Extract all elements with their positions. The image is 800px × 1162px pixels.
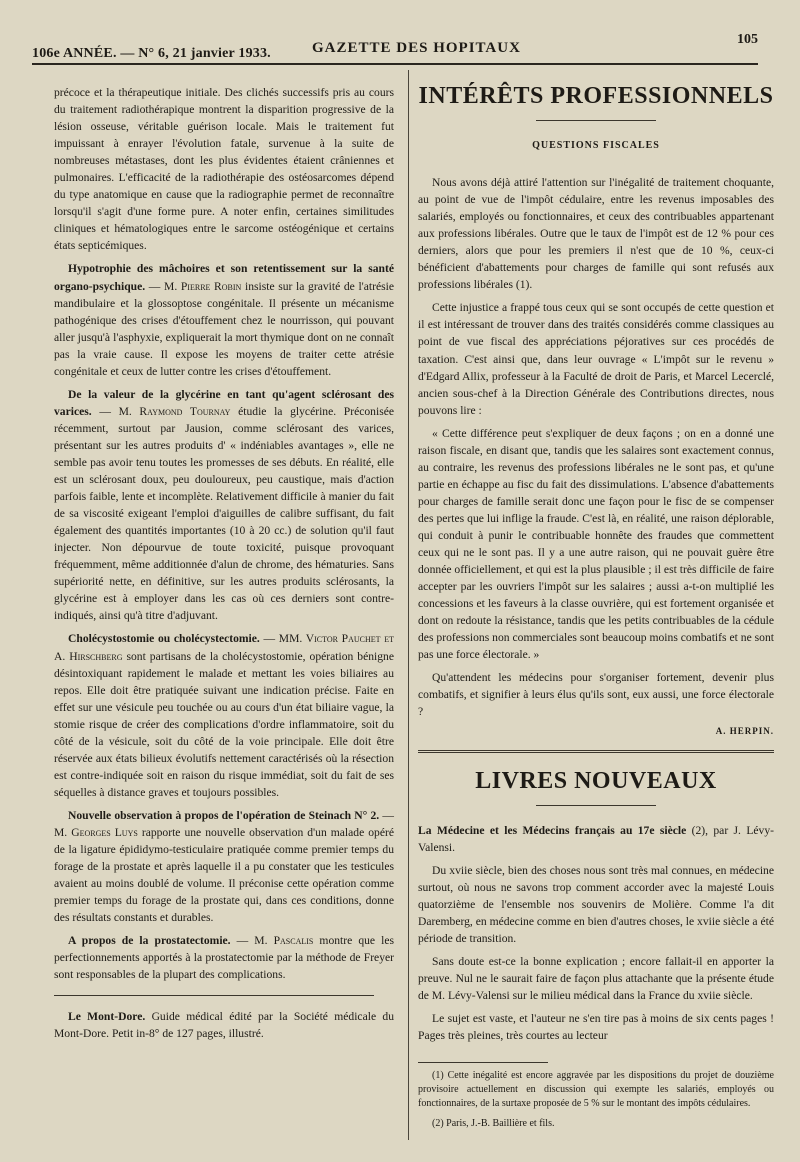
section-rule bbox=[54, 995, 374, 996]
paragraph: Du xviie siècle, bien des choses nous sont très mal connues, en médecine surtout, où nous ne savons trop comment accorder avec la majesté Louis quatorzième de l'ensemble nos souvenirs de Molière. Comme l'a dit Daremberg, en médecine comme en bien d'autres choses, le xviie siècle a été période de transition. bbox=[418, 863, 774, 945]
article-steinach bbox=[54, 807, 394, 926]
book-title: La Médecine et les Médecins français au 17e siècle bbox=[418, 823, 687, 837]
left-column bbox=[54, 84, 394, 1048]
book-heading bbox=[418, 822, 774, 856]
article-body: montre que les perfectionnements apportés à la prostatectomie par la méthode de Freyer sont responsables de la plupart des complications. bbox=[54, 934, 394, 982]
notice-mont-dore bbox=[54, 1008, 394, 1042]
article-author: — M. Raymond Tournay bbox=[99, 404, 231, 418]
footnote: (1) Cette inégalité est encore aggravée par les dispositions du projet de douzième provisoire actuellement en discussion qui exempte les salariés, employés ou fonctionnaires, de la surtaxe proposée de 5 % sur le montant des impôts cédulaires. bbox=[418, 1070, 774, 1110]
author-signature: A. HERPIN. bbox=[715, 725, 774, 736]
right-column bbox=[418, 74, 774, 1137]
article-body: insiste sur la gravité de l'atrésie mandibulaire et la glossoptose congénitale. Il présente un mécanisme pathogénique des crises d'étouffement chez le nourrisson, qui pouvant aller jusqu'à l'asphyxie, expliquerait la mort thymique dont on ne connaît pas la vraie cause. Il expose les moyens de traiter cette atrésie congénitale et ceux de lutter contre les crises d'étouffement. bbox=[54, 279, 395, 378]
paragraph: Le sujet est vaste, et l'auteur ne s'en tire pas à moins de six cents pages ! Pages très pleines, très courtes au lecteur bbox=[418, 1012, 774, 1043]
paragraph: Cette injustice a frappé tous ceux qui se sont occupés de cette question et il est intéressant de trouver dans des traités considérés comme classiques au point de vue fiscal des appréciations péjoratives sur ces procédés de taxation. C'est ainsi que, dans leur ouvrage « L'impôt sur le revenu » d'Edgard Allix, professeur à la Faculté de droit de Paris, et Marcel Lecerclé, ancien sous-chef à la Direction Générale des Contributions directes, nous pouvons lire : bbox=[418, 301, 774, 417]
quotation: « Cette différence peut s'expliquer de deux façons ; on en a donné une raison fiscale, en disant que, tandis que les salaires sont exactement connus, au contraire, les revenus des professions libérales ne le sont pas, et qu'une partie en échappe au fisc du fait des dissimulations. L'absence d'abattements pour charges de famille serait donc une façon pour le fisc de se compenser des pertes que lui inflige la fraude. C'est là, en réalité, une raison déplorable, qui conduit à punir le contribuable honnête des fraudes que commettent ceux qui ne le sont pas. Il y a une autre raison, qui ne pouvait guère être donnée officiellement, et qui est la plus plausible ; il est très difficile de faire accepter par les ouvriers l'impôt sur les salaires ; aussi a-t-on multiplié les concessions et les faveurs à la classe ouvrière, qui est fortement organisée et dont on redoute la résistance, tandis que les petits contribuables de la cédule des professions non commerciales sont beaucoup moins combatifs et ne sont pas une force électorale. » bbox=[418, 426, 774, 662]
header-rule bbox=[32, 63, 758, 65]
article-body: rapporte une nouvelle observation d'un malade opéré de la ligature épididymo-testiculaire pratiquée comme premier temps du forage de la prostate et après laquelle il a pu constater que les testicules avaient au moins doublé de volume. Il préconise cette opération comme premier temps du forage de la prostate qui, dans ces conditions, donne des résultats constants et durables. bbox=[54, 825, 394, 925]
page-number: 105 bbox=[737, 32, 758, 47]
page-header bbox=[32, 26, 758, 60]
article-body: étudie la glycérine. Préconisée récemment, surtout par Jausion, comme sclérosant des varices, présentant sur les autres produits d' « indéniables avantages », elle ne semble pas avoir tenu toutes les promesses de ses débuts. En réalité, elle est un sclérosant doux, peu douloureux, peu caustique, mais d'action parfois faible, lente et incomplète. Relativement difficile à manier du fait de sa viscosité exigeant l'emploi d'aiguilles de calibre suffisant, du fait également des quantités importantes (10 à 20 cc.) de solution qu'il faut injecter. Non dépourvue de toute toxicité, puisque provoquant fréquemment, même additionnée d'alun de chrome, des hématuries. Sans supériorité nette, en définitive, sur les autres produits sclérosants, la glycérine est à employer dans les cas où ces derniers sont contre-indiqués, ainsi qu'à titre d'adjuvant. bbox=[54, 404, 395, 623]
title-rule bbox=[536, 805, 656, 806]
article-body: sont partisans de la cholécystostomie, opération bénigne désintoxiquant rapidement le malade et mettant les voies biliaires au repos. Elle doit être pratiquée suivant une indication précise. Faite en effet sur une vésicule peu touchée ou au cours d'un état biliaire vague, la stomie risque de créer des complications d'ordre inflammatoire, soit du côté de la vésicule, soit du côté de la voie principale. Elle doit être réservée aux états bilieux évolutifs nettement caractérisés où la résection est contre-indiquée soit en raison du risque immédiat, soit du fait de ses séquelles à distance graves et toujours possibles. bbox=[54, 649, 394, 799]
journal-title: GAZETTE DES HOPITAUX bbox=[312, 40, 521, 56]
column-divider bbox=[408, 70, 409, 1140]
article-author: — M. Pascalis bbox=[236, 934, 314, 948]
article-cholecystostomie bbox=[54, 630, 394, 800]
article-title: Cholécystostomie ou cholécystectomie. bbox=[68, 632, 260, 646]
paragraph: Nous avons déjà attiré l'attention sur l'inégalité de traitement choquante, au point de vue de l'impôt cédulaire, entre les revenus imposables des salariés, employés ou fonctionnaires, et ceux des contribuables appartenant aux professions libérales. Outre que le taux de l'impôt est de 12 % pour ces derniers, alors que pour les premiers il n'est que de 10 %, ceux-ci bénéficient d'abattements pour charges de famille qui sont refusés aux professions libérales (1). bbox=[418, 176, 774, 292]
notice-body: Guide médical édité par la Société médicale du Mont-Dore. Petit in-8° de 127 pages, illustré. bbox=[54, 1010, 394, 1041]
article-author: — M. Georges Luys bbox=[54, 808, 394, 839]
footnote: (2) Paris, J.-B. Baillière et fils. bbox=[432, 1118, 555, 1130]
article-glycerine bbox=[54, 386, 394, 625]
footnote-rule bbox=[418, 1062, 548, 1063]
article-title: Nouvelle observation à propos de l'opération de Steinach N° 2. bbox=[68, 808, 380, 822]
book-reference: (2), par J. Lévy-Valensi. bbox=[418, 823, 774, 854]
article-title: A propos de la prostatectomie. bbox=[68, 934, 231, 948]
section-rule bbox=[418, 750, 774, 753]
article-prostatectomie bbox=[54, 932, 394, 983]
article-title: Hypotrophie des mâchoires et son retentissement sur la santé organo-psychique. bbox=[54, 262, 394, 293]
title-rule bbox=[536, 120, 656, 121]
article-continuation: précoce et la thérapeutique initiale. Des clichés successifs pris au cours du traitement radiothérapique montrent la disparition progressive de la lésion osseuse, véritable guérison locale. Mais le traitement fut impuissant à enrayer l'évolution fatale, survenue à la suite de nombreuses métastases, dont les plus évidentes étaient crâniennes et pulmonaires. L'efficacité de la radiothérapie des ostéosarcomes dépend du type anatomique en cause que la radiographie permet de reconnaître lorsqu'il s'agit d'une forme pure. A noter enfin, certaines similitudes cliniques et hématologiques entre le sarcome ostéogénique et certains états septicémiques. bbox=[54, 86, 394, 253]
section-title-interets: INTÉRÊTS PROFESSIONNELS bbox=[418, 83, 774, 109]
paragraph: Sans doute est-ce la bonne explication ; encore fallait-il en apporter la preuve. Nul ne le saurait faire de façon plus attachante que la présente étude de M. Lévy-Valensi sur le milieu médical dans la France du xviie siècle. bbox=[418, 954, 774, 1002]
article-title: De la valeur de la glycérine en tant qu'agent sclérosant des varices. bbox=[54, 387, 394, 418]
article-hypotrophie bbox=[54, 260, 394, 379]
article-author: — M. Pierre Robin bbox=[148, 279, 242, 293]
section-title-livres: LIVRES NOUVEAUX bbox=[475, 767, 717, 794]
notice-title: Le Mont-Dore. bbox=[68, 1010, 146, 1024]
issue-info: 106e ANNÉE. — N° 6, 21 janvier 1933. bbox=[32, 46, 271, 61]
article-author: — MM. Victor Pauchet et A. Hirschberg bbox=[54, 632, 394, 663]
paragraph: Qu'attendent les médecins pour s'organiser fortement, devenir plus combatifs, et signifier à leurs élus qu'ils sont, eux aussi, une force électorale ? bbox=[418, 671, 774, 719]
subheading-questions-fiscales: QUESTIONS FISCALES bbox=[532, 140, 660, 151]
